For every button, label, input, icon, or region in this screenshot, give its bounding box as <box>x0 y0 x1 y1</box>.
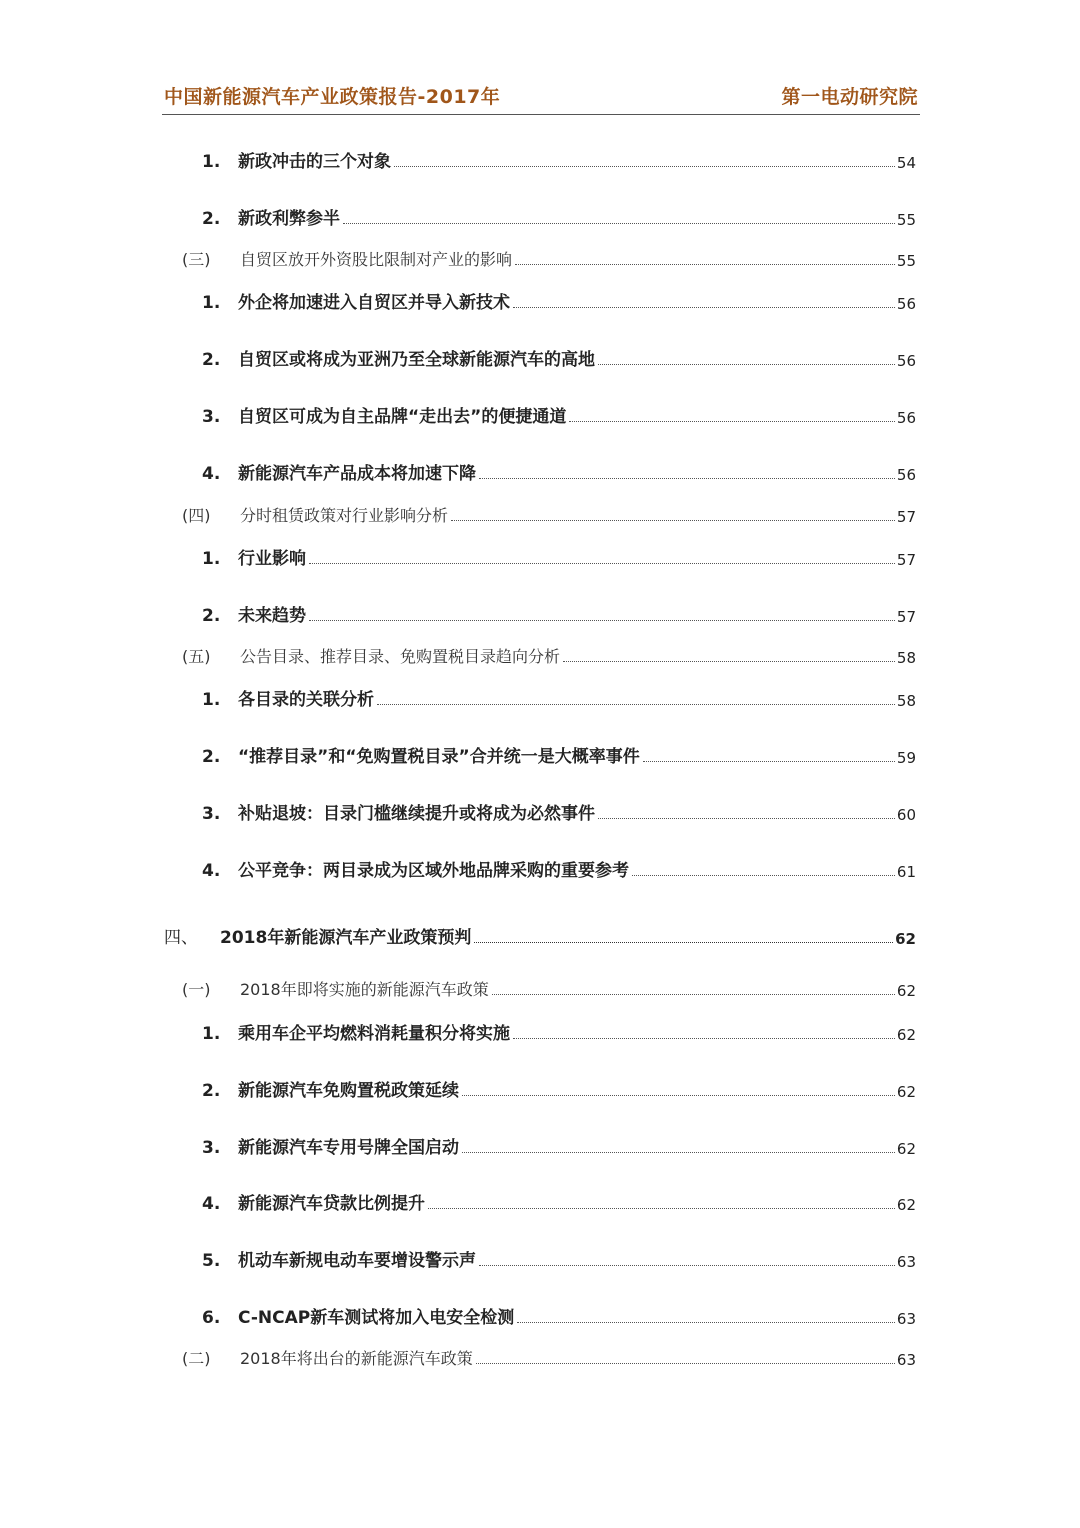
dot-leader <box>343 223 895 224</box>
toc-entry-title: 公平竞争：两目录成为区域外地品牌采购的重要参考 <box>238 861 629 881</box>
toc-entry-number: 2. <box>202 350 221 370</box>
dot-leader <box>569 421 895 422</box>
toc-entry-body <box>220 923 916 948</box>
toc-entry-number: 4. <box>202 464 221 484</box>
toc-entry-number: 1. <box>202 293 221 313</box>
dot-leader <box>632 875 895 876</box>
toc-entry-body <box>238 147 916 172</box>
toc-entry-title: 补贴退坡：目录门槛继续提升或将成为必然事件 <box>238 804 595 824</box>
toc-entry[interactable] <box>0 545 1080 571</box>
toc-entry-page-number: 54 <box>896 154 916 172</box>
toc-entry-title: 2018年将出台的新能源汽车政策 <box>240 1349 473 1368</box>
toc-entry-body <box>238 742 916 767</box>
toc-entry-page-number: 57 <box>896 508 916 526</box>
dot-leader <box>451 520 895 521</box>
toc-entry-title: 新能源汽车贷款比例提升 <box>238 1194 425 1214</box>
toc-entry-number: 4. <box>202 1194 221 1214</box>
toc-entry-body <box>238 1076 916 1101</box>
dot-leader <box>517 1322 895 1323</box>
toc-entry-title: 行业影响 <box>238 549 306 569</box>
toc-entry[interactable] <box>0 246 1080 272</box>
toc-entry-page-number: 62 <box>896 1140 916 1158</box>
toc-entry-page-number: 56 <box>896 466 916 484</box>
toc-entry-title: 新能源汽车产品成本将加速下降 <box>238 464 476 484</box>
toc-entry[interactable] <box>0 460 1080 486</box>
toc-entry[interactable] <box>0 743 1080 769</box>
toc-entry[interactable] <box>0 403 1080 429</box>
toc-entry-page-number: 61 <box>896 863 916 881</box>
toc-entry-page-number: 59 <box>896 749 916 767</box>
toc-entry[interactable] <box>0 643 1080 669</box>
toc-entry[interactable] <box>0 857 1080 883</box>
dot-leader <box>377 704 895 705</box>
toc-entry-title: 自贸区或将成为亚洲乃至全球新能源汽车的高地 <box>238 350 595 370</box>
toc-entry-number: 四、 <box>164 928 198 948</box>
toc-entry-title: 新能源汽车免购置税政策延续 <box>238 1081 459 1101</box>
toc-entry[interactable] <box>0 502 1080 528</box>
toc-entry[interactable] <box>0 205 1080 231</box>
toc-entry-body <box>240 1346 916 1369</box>
dot-leader <box>598 364 895 365</box>
dot-leader <box>479 478 895 479</box>
toc-entry-page-number: 55 <box>896 211 916 229</box>
toc-entry-body <box>238 799 916 824</box>
toc-entry-page-number: 62 <box>896 1026 916 1044</box>
toc-entry-number: 2. <box>202 209 221 229</box>
toc-entry[interactable] <box>0 976 1080 1002</box>
toc-entry-body <box>240 977 916 1000</box>
toc-entry-number: 1. <box>202 1024 221 1044</box>
dot-leader <box>428 1208 895 1209</box>
toc-entry-title: 乘用车企平均燃料消耗量积分将实施 <box>238 1024 510 1044</box>
dot-leader <box>598 818 895 819</box>
toc-entry-number: 4. <box>202 861 221 881</box>
toc-entry-title: 外企将加速进入自贸区并导入新技术 <box>238 293 510 313</box>
toc-entry-title: 2018年即将实施的新能源汽车政策 <box>240 980 489 999</box>
toc-entry-title: 公告目录、推荐目录、免购置税目录趋向分析 <box>240 647 561 666</box>
toc-entry-number: 1. <box>202 152 221 172</box>
toc-entry-title: 分时租赁政策对行业影响分析 <box>240 506 449 525</box>
toc-entry-title: 2018年新能源汽车产业政策预判 <box>220 928 472 948</box>
toc-entry-page-number: 62 <box>896 982 916 1000</box>
toc-entry-page-number: 62 <box>896 1083 916 1101</box>
toc-entry-page-number: 62 <box>895 930 916 948</box>
toc-entry-body <box>238 1303 916 1328</box>
toc-entry[interactable] <box>0 289 1080 315</box>
organization-name: 第一电动研究院 <box>781 86 918 108</box>
toc-entry-page-number: 57 <box>896 608 916 626</box>
dot-leader <box>474 942 893 943</box>
toc-entry-body <box>238 1246 916 1271</box>
toc-entry-number: (五) <box>182 647 211 666</box>
toc-entry[interactable] <box>0 1304 1080 1330</box>
dot-leader <box>309 620 895 621</box>
toc-entry-body <box>238 1019 916 1044</box>
toc-entry[interactable] <box>0 1020 1080 1046</box>
toc-entry[interactable] <box>0 1247 1080 1273</box>
toc-entry-body <box>238 856 916 881</box>
toc-entry-title: 自贸区放开外资股比限制对产业的影响 <box>240 250 513 269</box>
toc-entry-body <box>238 685 916 710</box>
toc-entry-body <box>238 204 916 229</box>
toc-entry-body <box>240 247 916 270</box>
toc-entry-number: 2. <box>202 1081 221 1101</box>
dot-leader <box>492 994 895 995</box>
toc-entry-number: (四) <box>182 506 211 525</box>
dot-leader <box>643 761 895 762</box>
toc-entry-body <box>238 402 916 427</box>
toc-entry-body <box>240 644 916 667</box>
toc-entry-page-number: 63 <box>896 1351 916 1369</box>
toc-entry[interactable] <box>0 346 1080 372</box>
dot-leader <box>309 563 895 564</box>
toc-entry-title: C-NCAP新车测试将加入电安全检测 <box>238 1308 515 1328</box>
dot-leader <box>515 264 895 265</box>
toc-entry[interactable] <box>0 686 1080 712</box>
toc-entry[interactable] <box>0 148 1080 174</box>
toc-entry-body <box>238 345 916 370</box>
report-title: 中国新能源汽车产业政策报告-2017年 <box>164 86 501 108</box>
toc-entry[interactable] <box>0 1190 1080 1216</box>
toc-entry-number: 5. <box>202 1251 221 1271</box>
dot-leader <box>479 1265 895 1266</box>
toc-entry-body <box>238 1189 916 1214</box>
toc-entry-page-number: 63 <box>896 1310 916 1328</box>
toc-entry-number: (三) <box>182 250 211 269</box>
dot-leader <box>513 307 895 308</box>
toc-entry-title: 未来趋势 <box>238 606 306 626</box>
toc-entry[interactable] <box>0 800 1080 826</box>
toc-entry-title: 新能源汽车专用号牌全国启动 <box>238 1138 459 1158</box>
toc-entry-body <box>238 544 916 569</box>
toc-entry-page-number: 58 <box>896 649 916 667</box>
toc-entry-title: 新政冲击的三个对象 <box>238 152 391 172</box>
toc-entry-page-number: 56 <box>896 409 916 427</box>
toc-entry[interactable] <box>0 602 1080 628</box>
toc-entry-number: (二) <box>182 1349 211 1368</box>
toc-entry-page-number: 56 <box>896 352 916 370</box>
toc-entry-number: 2. <box>202 747 221 767</box>
toc-entry-number: 3. <box>202 804 221 824</box>
toc-entry-number: 3. <box>202 407 221 427</box>
dot-leader <box>563 661 895 662</box>
toc-entry-body <box>238 288 916 313</box>
dot-leader <box>394 166 895 167</box>
toc-entry-page-number: 58 <box>896 692 916 710</box>
toc-entry-number: 1. <box>202 690 221 710</box>
toc-entry-title: 自贸区可成为自主品牌“走出去”的便捷通道 <box>238 407 567 427</box>
toc-entry-title: “推荐目录”和“免购置税目录”合并统一是大概率事件 <box>238 747 640 767</box>
toc-entry-body <box>240 503 916 526</box>
toc-entry-body <box>238 459 916 484</box>
toc-entry[interactable] <box>0 1077 1080 1103</box>
dot-leader <box>462 1152 895 1153</box>
toc-entry-number: 6. <box>202 1308 221 1328</box>
toc-entry-page-number: 55 <box>896 252 916 270</box>
toc-entry[interactable] <box>0 1134 1080 1160</box>
toc-entry[interactable] <box>0 1345 1080 1371</box>
toc-entry-number: (一) <box>182 980 211 999</box>
toc-entry-page-number: 62 <box>896 1196 916 1214</box>
toc-entry-body <box>238 601 916 626</box>
dot-leader <box>462 1095 895 1096</box>
toc-entry-title: 各目录的关联分析 <box>238 690 374 710</box>
toc-entry-number: 3. <box>202 1138 221 1158</box>
toc-entry-body <box>238 1133 916 1158</box>
toc-entry-page-number: 56 <box>896 295 916 313</box>
dot-leader <box>476 1363 895 1364</box>
toc-entry-title: 新政利弊参半 <box>238 209 340 229</box>
toc-entry-number: 2. <box>202 606 221 626</box>
dot-leader <box>513 1038 895 1039</box>
toc-entry-page-number: 60 <box>896 806 916 824</box>
toc-entry[interactable] <box>0 924 1080 950</box>
toc-entry-page-number: 63 <box>896 1253 916 1271</box>
toc-entry-title: 机动车新规电动车要增设警示声 <box>238 1251 476 1271</box>
toc-entry-page-number: 57 <box>896 551 916 569</box>
toc-entry-number: 1. <box>202 549 221 569</box>
page-header <box>162 80 920 115</box>
